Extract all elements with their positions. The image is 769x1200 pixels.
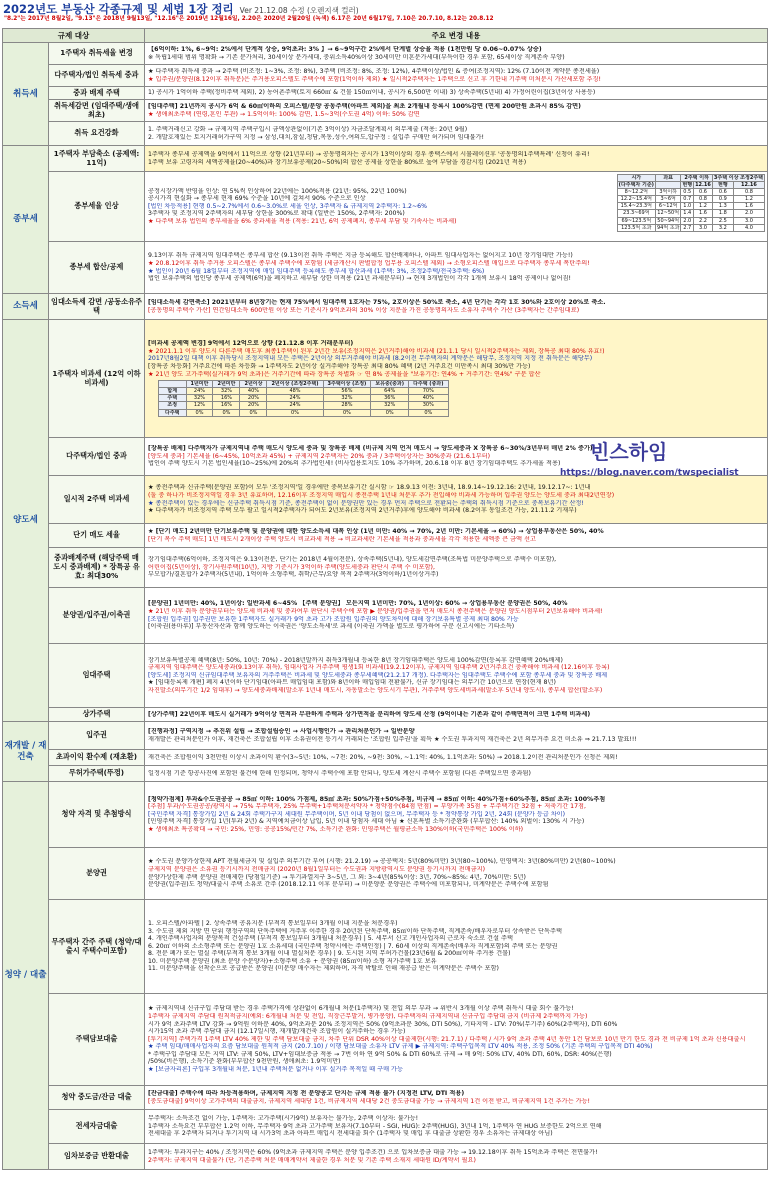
rate-table-cell: 28% [323, 402, 371, 409]
table-row [3, 172, 768, 242]
content-line: [조합원 입주권] 입주권만 보유한 1주택자도 실거래가 9억 초과 고가 조합원 입주권의 양도차익에 대해 장기보유특별 공제 최대 80% 가능 [148, 615, 519, 623]
target-cell: 무허가주택(뚜껑) [49, 766, 145, 782]
mini-table-cell: 1.8 [712, 210, 733, 217]
target-cell: 전세자금대출 [49, 1110, 145, 1144]
mini-table-cell: 15.4~23.3억 [617, 203, 655, 210]
mini-table-head: 시가 [617, 175, 655, 182]
mini-table-cell: 69~123.5억 [617, 217, 655, 224]
rate-table-cell: 24% [267, 395, 323, 402]
target-cell: 다주택자/법인 중과 [49, 438, 145, 476]
mini-table-head: 3주택 이상 조정2주택 [713, 175, 763, 181]
table-row [3, 782, 768, 848]
table-row [3, 848, 768, 900]
rate-table-cell: 40% [240, 388, 267, 395]
content-line: 1) 공시가 1억이하 주택(정비주택 제외), 2) 농어촌주택(토지 660㎡ & 건물 150㎡이내, 공시가 6,500만 이내) 3) 상속주택(5년내) 4) 가정어린이집(3년이상 사용등) [148, 89, 596, 97]
table-row [3, 900, 768, 994]
table-row [3, 644, 768, 708]
content-line: ★ 종전주택이 있는 경우에는 신규주택 취득시점 기준, 종전주택이 없이 분양권만 있는 경우 먼저 주택으로 전환되는 주택의 취득시점 기준으로 중복보유기간 산정! [148, 499, 584, 507]
mini-table-subhead: 12.16 [695, 182, 711, 189]
watermark-name: 빈스하임 [590, 440, 668, 464]
target-cell: 입주권 [49, 722, 145, 750]
content-line: ★ 주택 임대/매매사업자의 요즘 담보대출 원칙적 금지 (20.7.10) / 이행 담보대출 소유자 LTV 규제 ▶ 규제지역: 주택구입목적 LTV 40% 적용, 조정 50% (기존 주택의 구입목적 DTI 40%) [148, 1043, 653, 1051]
content-line: [비과세 공제액 변경] 9억에서 12억으로 상향 (21.12.8 이후 거래분부터) [148, 340, 354, 348]
content-line: ★ 다주택 보유 법인의 종부세율을 6% 중과세율 적용 (적용: 21년, 6억 공제폐지, 종부세 부담 및 기속사는 비과세) [148, 217, 457, 225]
content-line: 2주택자: 규제지역 대출불가 (단, 기존주택 처분 매매계약서 제출한 경우 처분 및 기존 주택 소재지 세대원 ID/계약서 필요) [148, 1156, 476, 1164]
target-cell: 상가주택 [49, 708, 145, 722]
content-line: 1주택자 종부세 공제액을 9억에서 11억으로 상향 (21년부터) → 공동명의자는 공시가 13억이상의 경우 종택스에서 시뮬레이션후 '공동명의1주택특례' 신청이 유리! [148, 150, 590, 158]
content-line: 재건축은 조합원이익 3천만원 이상시 초과이익 환수(3~5년: 10%, ~7천: 20%, ~9천: 30%, ~1.1억: 40%, 1.1억초과: 50%) → 2018.1.2이전 관리처분인가 신청은 제외! [148, 753, 618, 761]
table-row [3, 65, 768, 87]
content-cell [145, 1144, 768, 1170]
content-line: ★ 생애최초 특공확대 → 국민: 25%, 민영: 공공15%/민간 7%, 소득기준 완화: 민영주택은 월평균소득 130%이하(국민주택은 100% 이하) [148, 825, 524, 833]
content-line: 부모합가/결혼합가 2주택자(5년내), 1억이하 소형주택, 취학/근무/요양 목적 2주택자(3억이하/1년이상거주) [148, 571, 439, 579]
target-cell: 분양권/입주권/이축권 [49, 588, 145, 644]
content-cell [145, 172, 768, 242]
content-line: [장특공 차등화] 거주요건에 따른 차등화 → 1주택자도 2년이상 실거주해야 장특공 최대 80% 혜택 (2년 거주요건 미만족시 최대 30%만 가능) [148, 363, 531, 371]
content-line: ★ 입주권/분양권(8.12이후 취득분)은 주거용오피스텔도 주택수에 포함(1억이하 제외) ★ 일시적2주택자는 1주택으로 신고 후 기한내 기주택 미처분시 가산세포함 추징! [148, 75, 601, 83]
target-cell: 임대소득세 감면 /공동소유주택 [49, 294, 145, 320]
content-line: ★ 21년 양도 고가주택(실거래가 9억 초과)은 거주기간에 따라 장특공 차별화 ☞ 연 8% 공제율을 "보유기간: 연4% + 거주기간: 연4%" 구분 합산 [148, 370, 541, 378]
content-line: 규제지역 분양권은 소유권 등기시까지 전매금지 (2020년 8월1일부터는 수도권과 지방광역시도 분양권 등기시까지 전매금지) [148, 865, 485, 873]
mini-table-cell: 3.0 [694, 224, 713, 231]
table-row [3, 476, 768, 524]
mini-table-subhead: (다주택자 기준) [618, 182, 654, 189]
content-line: ★ 20.8.12이후 취득 주거용 오피스텔은 종부세 주택수에 포함됨 (세금개산시 판별합정 업무용 오피스텔 제외) → 소형오피스텔 매입으로 다주택자 종부세 폭탄주의! [148, 259, 590, 267]
content-line: 분양권(입주권)도 청약/대출시 주택 소유로 간주 (2018.12.11 이후 분부터) → 미분양분 분양권은 주택수에 미포함되나, 미계약분은 주택수에 포함됨 [148, 881, 549, 889]
rate-table-cell: 주택 [159, 395, 187, 402]
content-line: /50%(비은행), 소득기준 완화(부부합산 9천만원, 생애최초: 1.9억미만) [148, 1058, 341, 1066]
table-row [3, 122, 768, 146]
rate-table-head: 다주택 (중과) [409, 381, 448, 388]
content-line: [법인 차등적용] 현행 0.5~2.7%에서 0.6~3.0%로 세율 인상, 3주택자 & 규제지역 2주택자: 1.2~6% [148, 202, 427, 210]
target-cell: 1주택자 비과세 (12억 이하 비과세) [49, 320, 145, 438]
target-cell: 청약 중도금/잔금 대출 [49, 1086, 145, 1110]
content-line: ★ 21년 이후 취득 분양권부터는 양도세 비과세 및 중과여부 판단시 주택수에 포함 ▶ 분양권/입주권을 먼저 매도시 종전주택은 분양권 양도시점부터 2년보유해야 비과세! [148, 607, 603, 615]
regulation-table [2, 28, 768, 1170]
table-row [3, 524, 768, 548]
table-row [3, 548, 768, 588]
content-line: [투기지역] 주택가격 1주택 LTV 40% 제한 및 주택 담보대출 금지, 차주 단위 DSR 40%이상 대출제한(시행: 21.7.1) / 다주택 / 시가 9억 초과 주택 4년 동안 1건 담보로 10년 만기 한도 경과 전 비규제 1억 초과 신용대출시 [148, 1035, 746, 1043]
rate-table-head: 보유중(중과) [371, 381, 409, 388]
target-cell: 취득 요건강화 [49, 122, 145, 146]
content-line: [임대소득세 감면축소] 2021년부터 8년장기는 현재 75%에서 임대주택 1호자는 75%, 2호이상은 50%로 축소, 4년 단기는 각각 1호 30%와 2호이상 20%로 축소. [148, 298, 606, 306]
content-line: 6. 20㎡ 이하의 소소형주택 또는 분양권 1호 소유세대 (국민주택 청약시에는 주택인정) | 7. 60세 이상의 직계존속(배우자 직계포함)의 주택 또는 분양권 [148, 942, 558, 950]
content-cell [145, 766, 768, 782]
rate-table-head [159, 381, 187, 388]
content-line: [민영주택 자격] 통장가입 1년(투과 2년) & 지역예치금이상 납입, 5년 이내 당첨자 세대 아님 ★ 신혼특별 소득기준완화 (부부합산: 140% 외벌이: 130% 시 가능) [148, 818, 585, 826]
content-cell [145, 100, 768, 122]
table-row [3, 750, 768, 766]
mini-table-cell: 2.5 [712, 217, 733, 224]
content-line: ★ 2021.1.1 이후 양도시 다른주택 매도후 최종1주택이 된후 2년간 보유(조정지역은 2년거주)해야 비과세 (21.1.1 당시 일시적2주택자는 제외, 장특공 최대 80% 유효!) [148, 347, 605, 355]
mini-table-cell: 3~6억 [655, 196, 680, 203]
content-line: 11. 미분양주택을 선착순으로 공급받은 분양권 (미분양 매수자는 제외하며, 자격 박탈로 인해 재공급 받은 미계약분은 주택수 포함) [148, 965, 499, 973]
holding-rate-table [158, 380, 449, 416]
mini-table-subhead: 현행 [712, 182, 733, 189]
rate-table-cell: 24% [186, 388, 213, 395]
rate-table-cell: 20% [240, 402, 267, 409]
rate-table-cell: 0% [409, 409, 448, 416]
mini-table-cell: 1.0 [681, 203, 694, 210]
content-line: 1주택자 규제지역 주담대 원칙적금지(예외: 6개월내 처분 및 전입, 직장근무발거, 병가봉양), 다주택자의 규제지역내 신규구입 주담대 금지 (비규제 2주택까지 가능) [148, 1013, 588, 1021]
mini-table-cell: 0.8 [733, 189, 764, 196]
content-line: [임대주택] 21년까지 공시가 6억 & 60㎡이하의 오피스텔/분양 공동주택(아파트 제외)을 최초 2개월내 등록시 100%감면 (면제 200만원 초과시 85% 감면) [148, 102, 581, 110]
content-cell [145, 848, 768, 900]
rate-table-cell: 0% [240, 409, 267, 416]
content-line: ★ 생애최초주택 (연령,혼인 무관) → 1.5억이하: 100% 감면, 1.5~3억(수도권 4억) 이하: 50% 감면 [148, 110, 420, 118]
mini-table-cell: 23.3~69억 [617, 210, 655, 217]
mini-table-subhead [655, 182, 680, 189]
mini-table-subhead: 현행 [682, 182, 693, 189]
category-cell: 종부세 [3, 146, 49, 294]
content-cell [145, 43, 768, 65]
mini-table-cell: 123.5억 초과 [617, 224, 655, 231]
table-row [3, 146, 768, 172]
content-line: 장기보유특별공제 혜택(8년: 50%, 10년: 70%) - 2018년말까지 취득3개월내 등록한 8년 장기임대주택은 양도세 100%감면(등록후 감면혜택 20%배제) [148, 656, 563, 664]
rate-table-cell: 48% [267, 388, 323, 395]
content-cell [145, 524, 768, 548]
content-line: 3. 수도권 제외 지방 면 단위 행정구역의 단독주택에 거주후 이주한 경우 20년된 단독주택, 85㎡이하 단독주택, 직계존속/배우자로부터 상속받은 단독주택 [148, 927, 562, 935]
content-cell [145, 1110, 768, 1144]
content-cell [145, 722, 768, 750]
mini-table-cell: 6~12억 [655, 203, 680, 210]
content-cell [145, 242, 768, 294]
content-line: 자진말소(의무기간 1/2 임대후) → 양도세중과배제(말소후 1년내 매도시, 자동말소는 양도시기 무관), 거주주택 양도세비과세(말소후 5년내 양도시), 종부세 합산(말소후) [148, 686, 603, 694]
page-title: 2022년도 부동산 각종규제 및 세법 1장 정리 [3, 2, 234, 15]
mini-table-cell: 2.7 [681, 224, 694, 231]
table-row [3, 708, 768, 722]
rate-table-cell: 16% [213, 402, 240, 409]
content-line: 2017년8월2일 대책 이후 취득당시 조정지역내 모든 주택은 2년이상 의무거주해야 비과세 (8.2이전 무주택자의 계약분은 해당무, 조정지역 지정 전 취득분은 해당무) [148, 355, 593, 363]
rate-table-cell: 0% [213, 409, 240, 416]
target-cell: 취득세감면 (임대주택/생애최초) [49, 100, 145, 122]
rate-table-cell: 24% [267, 402, 323, 409]
target-cell: 1주택자 부담축소 (공제액: 11억) [49, 146, 145, 172]
content-line: [장특공 배제] 다주택자가 규제지역내 주택 매도시 양도세 중과 및 장특공 배제 (비규제 지역 먼저 매도시 → 양도세중과 X 장특공 6~30%/3년부터 매년 2% 증가) [148, 445, 593, 453]
table-row [3, 1086, 768, 1110]
content-line: 전세대출 후 2주택자 되거나 투기지역 내 시가3억 초과 아파트 매입시 전세대출 회수 (1주택자 및 매입 후 대출금 상환한 경우 소유자는 규제대상 아님) [148, 1130, 553, 1138]
content-line: 분양가상한제 주택 분양권 전매제한 (당첨일기준) → 투기과열지구 3~5년, 그 외: 3~4년(85%이상: 3년, 70%~85%: 4년, 70%미만: 5년) [148, 873, 526, 881]
target-cell: 주택담보대출 [49, 994, 145, 1086]
content-line: 시가 9억 초과주택 LTV 강화 → 9억원 이하분 40%, 9억초과분 20% 조정지역은 50% (9억초과분 30%, DTI 50%), 기타지역 - LTV: 70%(무기주) 60%(2주택자), DTI 60% [148, 1020, 618, 1028]
rate-table-cell: 0% [267, 409, 323, 416]
rate-table-cell: 64% [371, 388, 409, 395]
mini-table-cell: 8~12.2억 [617, 189, 655, 196]
rate-table-head: 2년이상 [240, 381, 267, 388]
content-cell [145, 588, 768, 644]
content-line: ★ 다주택자 취득세 중과 → 2주택 (비조정: 1~3%, 조정: 8%), 3주택 (비조정: 8%, 조정: 12%), 4주택이상/법인 & 증여(조정지역): 12% (7.10이전 계약분 종전세율) [148, 67, 600, 75]
mini-table-cell: 2.2 [694, 217, 713, 224]
rate-table-cell: 0% [186, 409, 213, 416]
content-line: 10. 미분양주택 분양권 (최초 분양 수분양자)+소형주택 소유 + 분양권 (85㎡이하) 소형 저가주택 1호 보유 [148, 957, 437, 965]
table-row [3, 100, 768, 122]
mini-table-cell: 50~94억 [657, 217, 680, 224]
mini-table-cell: 94억 초과 [656, 224, 680, 231]
rate-table-cell: 16% [213, 395, 240, 402]
table-row [3, 438, 768, 476]
target-cell: 일시적 2주택 비과세 [49, 476, 145, 524]
content-line: ※ 독립1세대 범위 명확화 → 기존 분가처리, 30세이상 분가세대, 중위소득40%이상 30세미만 미혼분가세대(부득이한 경우 포함, 65세이상 직계존속 부양) [148, 53, 565, 61]
content-cell [145, 320, 768, 438]
mini-table-cell: 1.4 [681, 210, 694, 217]
content-line: [이축권(용마루)] 부동산자산과 함께 양도하는 이축권은 '양도소득세'로 과세 (이축권 가액을 별도로 평가하여 구분 신고시에는 기타소득) [148, 623, 515, 631]
rate-table-cell: 32% [186, 395, 213, 402]
category-cell: 청약 / 대출 [3, 782, 49, 1170]
rate-table-cell: 32% [213, 388, 240, 395]
content-line: ★ 규제지역내 신규구입 주담대 받는 경우 주택가격에 상관없이 6개월내 처분(1주택자) 및 전입 의무 부과 → 위반시 3개월 이상 주택 취득시 대출 회수 불가능! [148, 1005, 574, 1013]
table-row [3, 294, 768, 320]
content-line: 장기임대주택(6억이하, 조정지역은 9.13이전분, 단기는 2018년 4월이전분), 상속주택(5년내), 양도세감면주택(조특법 미분양주택으로 주택수 미포함), [148, 556, 557, 564]
category-cell: 소득세 [3, 294, 49, 320]
mini-table-cell: 12.2~15.4억 [617, 196, 655, 203]
content-line: 3주택자 및 조정지역 2주택자의 세부담 상한을 300%로 확대 (일반은 150%, 2주택자: 200%) [148, 210, 405, 218]
subtitle [0, 15, 769, 28]
content-line: [진행과정] 구역지정 → 추진위 설립 → 조합설립승인 → 사업시행인가 → 관리처분인가 → 일반분양 [148, 727, 415, 735]
content-cell [145, 644, 768, 708]
mini-table-cell: 1.2 [694, 203, 713, 210]
content-line: [추첨] 투과/수도권공공/광역시 → 75% 무주택자, 25% 무주택+1주택처분서약자 * 청약점수(84점 만점) = 부양가족 35점 + 무주택기간 32점 + 저축기간 17점, [148, 803, 586, 811]
content-line: [분양권] 1년미만: 40%, 1년이상: 일반과세 6~45% 【주택 분양권】 모든지역 1년미만: 70%, 1년이상: 60% → 상업용부동산 분양권은 50%, 40% [148, 600, 568, 608]
rate-table-head: 1년미만 [186, 381, 213, 388]
content-cell [145, 294, 768, 320]
content-line: 1. 주택거래신고 강화 → 규제지역 주택구입시 금액상관없이(기존 3억이상) 자금조달계획서 의무제출 (적용: 20년 9월) [148, 125, 468, 133]
target-cell: 청약 자격 및 추첨방식 [49, 782, 145, 848]
content-line: 1. 오피스텔/아파텔 | 2. 상속주택 공유지분 (부적격 통보일부터 3개월 이내 지분을 처분경우) [148, 920, 398, 928]
rate-table-head: 2년이상 (조정2주택) [267, 381, 323, 388]
table-row [3, 766, 768, 782]
mini-table-cell: 0.5 [681, 189, 694, 196]
table-row [3, 242, 768, 294]
mini-table-cell: 4.0 [733, 224, 764, 231]
mini-table-subhead: 12.16 [733, 182, 764, 189]
target-cell: 다주택자/법인 취득세 중과 [49, 65, 145, 87]
table-row [3, 43, 768, 65]
content-line: ★ [보금자리론] 구입후 3개월내 처분, 1년내 주택처분 없거나 이후 실거주 목적일 때 구매 가능 [148, 1065, 403, 1073]
content-line: 8. 전분 폐가 또는 멸실 주택(부적격 통보 3개월 이내 멸실처분 경우) | 9. 도시된 지역 무허가건물(23년6월 & 200㎡이하 주거용 건물) [148, 950, 511, 958]
content-line: (둘 중 하나가 비조정지역일 경우 3년 유효하며, 12.16이후 조정지역 매입시 종전주택 1년내 처분후 추가 전입해야 비과세 가능하며 입주권 양도는 양도세 중과 최대2년연장) [148, 491, 615, 499]
table-row [3, 722, 768, 750]
rate-table-cell: 12% [186, 402, 213, 409]
mini-table-cell: 2.0 [681, 217, 694, 224]
content-line: [양도세 중과] 기본세율 (6~45%, 10억초과 45%) + 규제지역 2주택자는 20% 중과 / 3주택이상자는 30%중과 (21.6.1부터) [148, 452, 491, 460]
content-line: ★ [임대등록제 개편] 폐지 4년이하 단기임대(아파트 매입임대 포함)와 8년이하 매입임대 전환불가, 신규 장기임대는 의무기간 10년으로 연장(현재 8년) [148, 679, 556, 687]
col-header-content: 주요 변경 내용 [145, 29, 768, 43]
rate-table-cell: 32% [323, 395, 371, 402]
content-line: 공시가격 현실화 → 종부세 현재 69% 수준을 10년에 걸쳐서 90% 수준으로 인상 [148, 195, 366, 203]
content-line: 어린이집(5년이상), 장기사원주택(10년), 지방 기준시가 3억이하 주택(양도세중과 판단시 주택 수 미포함), [148, 563, 435, 571]
target-cell: 종부세율 인상 [49, 172, 145, 242]
mini-table-cell: 1.6 [694, 210, 713, 217]
target-cell: 중과 배제 주택 [49, 87, 145, 100]
title-row [0, 0, 769, 15]
content-line: [중도금대출] 9억이상 고가주택의 대출금지, 규제지역 세대당 1건, 비규제지역 세대당 2건 중도금대출 가능 → 규제지역 1건 이전 받고, 비규제지역 1건 추가는 가능! [148, 1097, 591, 1105]
mini-table-cell: 0.6 [712, 189, 733, 196]
content-line: ★ 수도권 분양가상한제 APT 전월세금지 및 실입주 의무기간 부여 (시행: 21.2.19) → 공공택지: 5년(80%미만) 3년(80~100%), 민영택지: 3년(80%미만) 2년(80~100%) [148, 858, 616, 866]
content-line: 9.13이후 취득 규제지역 임대주택은 종부세 합산 (9.13이전 취득 주택은 지금 등록해도 합산배제하나, 아파트 임대사업자는 없어지고 10년 장기임대만 가능!) [148, 252, 573, 260]
category-cell: 재개발 / 재건축 [3, 722, 49, 782]
content-line: 【6억이하: 1%, 6~9억: 2%에서 단계적 상승, 9억초과: 3% 】→ 6~9억구간 2%에서 단계별 상승율 적용 (1천만원 당 0.06~0.07% 상승) [148, 45, 542, 53]
content-cell [145, 750, 768, 766]
content-line: [국민주택 자격] 통장가입 2년 & 24회 주택가구지 세대원 무주택이며, 5년 이내 당첨이 없으며, 무주택자 등 * 청약통장 가입 2년, 24회 (분양가 등급 차이) [148, 810, 566, 818]
target-cell: 임대주택 [49, 644, 145, 708]
content-line: ★ 다주택자가 비조정지역 주택 모두 팔고 일시적2주택자가 되어도 2년보유(조정지역 2년거주)후에 양도해야 비과세 (8.2이후 동일조건 가능, 21.11.2 기재부) [148, 507, 577, 515]
content-cell [145, 122, 768, 146]
content-line: 1주택 보유 고령자의 세액공제율(20~40%)과 장기보유공제(20~50%)의 합산 공제율 상한을 80%로 높여 부담을 경감시킴 (2021년 적용) [148, 158, 527, 166]
content-line: 법인 보유주택의 법인당 종부세 공제액(6억)을 폐지하고 세부담 상한 미적용 (21년 과세분부터) → 현재 3개법인이 각각 1개씩 보유시 18억 공제이나 없어짐! [148, 275, 571, 283]
content-cell [145, 146, 768, 172]
mini-table-cell: 1.6 [733, 203, 764, 210]
content-line: 2. 개발호재있는 토지거래허가구역 지정 → 삼성,대치,잠실,청담,목동,성수,여의도,압구정 : 실입주 구매만 허가되며 임대불가! [148, 133, 484, 141]
content-line: 재개발은 관리처분인가 이후, 재건축은 조합설립 이후 소유권이전 등기시 거래되는 '조합원 입주권'을 획득 ★ 수도권 투과지역 재건축은 2년 의무거주 요건 미소유 ⇒ 21.7.13 발표!!! [148, 735, 637, 743]
rate-table-cell: 0% [371, 409, 409, 416]
content-line: [청약가점제] 투과&수도권공공 → 85㎡ 이하: 100% 가점제, 85㎡ 초과: 50%가점+50%추첨, 비규제 → 85㎡ 이하: 40%가점+60%추첨, 85㎡ 초과: 100%추첨 [148, 795, 606, 803]
content-line: [공동명의 주택수 가산] 연간임대소득 600만원 이상 또는 기준시가 9억초과의 30% 이상 지분을 가진 공동명의자도 소유자 주택수 가산 (3주택자는 간주임대료) [148, 306, 580, 314]
mini-table-cell: 1.2 [733, 196, 764, 203]
table-row [3, 994, 768, 1086]
content-line: 일정시점 기준 항공사진에 포함된 불건에 한해 인정되며, 청약시 주택수에 포함 안되나, 양도세 계산시 주택수 포함됨 (다른 주택있으면 중과됨) [148, 769, 531, 777]
content-line: ★ 종전주택과 신규주택(분양권 포함)이 모두 '조정지역'일 경우에만 중복보유기간 실시함 ☞ 18.9.13 이전: 3년내, 18.9.14~19.12.16: 2년내, 19.12.17~: 1년내 [148, 484, 591, 492]
target-cell: 단기 매도 세율 [49, 524, 145, 548]
rate-table-cell: 30% [409, 402, 448, 409]
content-line: 공정시장가액 반영율 인상: 연 5%씩 인상하여 22년에는 100%적용 (21년: 95%, 22년 100%) [148, 187, 407, 195]
rate-table-cell: 합계 [159, 388, 187, 395]
content-cell [145, 1086, 768, 1110]
mini-table-cell: 2.0 [733, 210, 764, 217]
target-cell: 중과배제주택 (해당주택 매도시 중과배제) * 장특공 유효: 최대30% [49, 548, 145, 588]
content-cell [145, 994, 768, 1086]
target-cell: 초과이익 환수제 (재초환) [49, 750, 145, 766]
mini-table-cell: 3억이하 [655, 189, 680, 196]
target-cell: 종부세 합산/공제 [49, 242, 145, 294]
rate-table-cell: 32% [371, 402, 409, 409]
content-line: 법인이 주택 양도시 기본 법인세율(10~25%)에 20%의 추가법인세! (비사업용토지도 10% 추가하며, 20.6.18 이후 8년 장기임대주택도 추가세율 적용) [148, 460, 561, 468]
content-line: [양도세] 조정지역 신규임대주택 보유자의 거주주택은 비과세 및 양도세중과 종부세혜택(21.2.17 개정). 다주택자는 임대주택도 주택수에 포함 종부세 중과 및 장특공 배제 [148, 671, 608, 679]
content-cell [145, 476, 768, 524]
category-cell: 취득세 [3, 43, 49, 146]
subtitle-text: "8.2"는 2017년 8월2일, "9.13"은 2018년 9월13일, "12.16"은 2019년 12월16일, 2.20은 2020년 2월20일 (녹색) 6.17은 20년 6월17일, 7.10은 20.7.10, 8.12는 20.8.12 [4, 16, 494, 22]
category-cell: 양도세 [3, 320, 49, 722]
watermark-url: https://blog.naver.com/twspecialist [560, 468, 739, 478]
content-cell [145, 708, 768, 722]
col-header-target: 규제 대상 [3, 29, 145, 43]
content-line: 시가15억 초과 주택 주담대 금지 (12.17일시행, 재개발/재건축 조합원이 실거주하는 경우 가능) [148, 1028, 406, 1036]
content-line: [잔금대출] 주택수에 따라 차등적용하며, 규제지역 지정 전 분양공고 단지는 규제 적용 불가 (지정전 LTV, DTI 적용) [148, 1089, 465, 1097]
table-row [3, 320, 768, 438]
rate-table-cell: 20% [240, 395, 267, 402]
content-cell [145, 87, 768, 100]
table-body [3, 43, 768, 1170]
mini-table-cell: 3.0 [733, 217, 764, 224]
table-row [3, 1144, 768, 1170]
rate-table-cell: 0% [323, 409, 371, 416]
target-cell: 분양권 [49, 848, 145, 900]
table-header-row [3, 29, 768, 43]
content-line: * 주택구입 주담대 모든 지역 LTV: 규제 50%, LTV+임대보증금 적용 → 7번 이하 연 9억 50% & DTI 60%로 규제 → 매 9억: 50% LTV, 40% DTI, 60%, DSR: 40%(은행) [148, 1050, 612, 1058]
mini-table-cell: 0.8 [694, 196, 713, 203]
rate-table-cell: 36% [371, 395, 409, 402]
content-cell [145, 548, 768, 588]
content-line: 규제지역 임대주택은 양도세중과(9.13이후 취득), 임대사업자 거주주택 평생1회 비과세(19.2.12이후), 규제지역 임대주택 2년거주요건 충족해야 비과세 (12.16이후 등록) [148, 664, 610, 672]
rate-table-cell: 40% [409, 395, 448, 402]
rate-table-cell: 70% [409, 388, 448, 395]
mini-table-cell: 0.7 [681, 196, 694, 203]
target-cell: 무주택자 간주 주택 (청약/대출시 주택수미포함) [49, 900, 145, 994]
rate-table-cell: 56% [323, 388, 371, 395]
mini-table-cell: 0.6 [694, 189, 713, 196]
content-line: 1주택자: 투과지구는 40% / 조정지역은 60% (9억초과 규제지역 주택은 분양 입주조건) 으로 입차보증금 대출 가능 → 19.12.18이후 취득 15억초과 주택은 전면불가! [148, 1148, 598, 1156]
content-line: ★ [단기 매도] 2년미만 단기보유주택 및 분양권에 대한 양도소득세 대폭 인상 (1년 미만: 40% → 70%, 2년 미만: 기본세율 → 60%) → 상업용부동산은 50%, 40% [148, 527, 604, 535]
content-cell [145, 65, 768, 87]
rate-table-head: 2년미만 [213, 381, 240, 388]
table-row [3, 1110, 768, 1144]
mini-table-cell: 3.2 [712, 224, 733, 231]
rate-table-cell: 조정 [159, 402, 187, 409]
content-cell [145, 900, 768, 994]
mini-table-head: 2주택 이하 [681, 175, 713, 182]
rate-table-head: 3주택이상 (조정) [323, 381, 371, 388]
content-line: 무주택자: 소득조건 없이 가능, 1주택자: 고가주택(시가9억) 보유자는 불가능, 2주택 이상자: 불가능! [148, 1115, 419, 1123]
content-line: 1주택자 소득요건 부부합산 1.2억 이하, 무주택자 9억 초과 고가주택 보유자(7.10부터 - SGI, HUG): 2주택(HUG), 3년내 1억, 1주택자 연 HUG 보증한도 2억으로 연해 [148, 1122, 602, 1130]
content-line: [단기 복수 주택 매도] 1년 매도시 2개이상 주택 양도시 비교과세 적용 → 비교과세란 기본세율 적용과 중과세율 각각 적용한 세액중 큰 금액 선고 [148, 535, 536, 543]
target-cell: 임차보증금 반환대출 [49, 1144, 145, 1170]
comprehensive-tax-rate-table [617, 174, 765, 232]
version-note: Ver 21.12.08 수정 (오렌지색 컬러) [239, 6, 359, 15]
mini-table-cell: 1.3 [712, 203, 733, 210]
content-line: [상가주택] 22년이후 매도시 실거래가 9억이상 면적과 무관하게 주택과 상가면적을 분리하여 양도세 산정 (9억이내는 기존과 같이 주택면적이 크면 1주택 비과세) [148, 710, 591, 718]
table-row [3, 87, 768, 100]
content-line: ★ 법인이 20년 6월 18일부터 조정지역에 매입 임대주택 등록해도 종부세 합산과세 (1주택: 3%, 조정2주택/전국3주택: 6%) [148, 267, 485, 275]
table-row [3, 588, 768, 644]
mini-table-head: 과표 [655, 175, 680, 182]
content-cell [145, 782, 768, 848]
mini-table-cell: 12~50억 [657, 210, 680, 217]
mini-table-cell: 0.9 [712, 196, 733, 203]
content-cell [145, 438, 768, 476]
rate-table-cell: 다주택 [159, 409, 187, 416]
target-cell: 1주택자 취득세율 변경 [49, 43, 145, 65]
content-line: 4. 개인주택사업자의 분양목적 건설주택 (부적격 통보일부터 3개월내 처분경우) | 5. 세무서 신고 개인사업자의 근로자 숙소로 건설 주택 [148, 935, 513, 943]
